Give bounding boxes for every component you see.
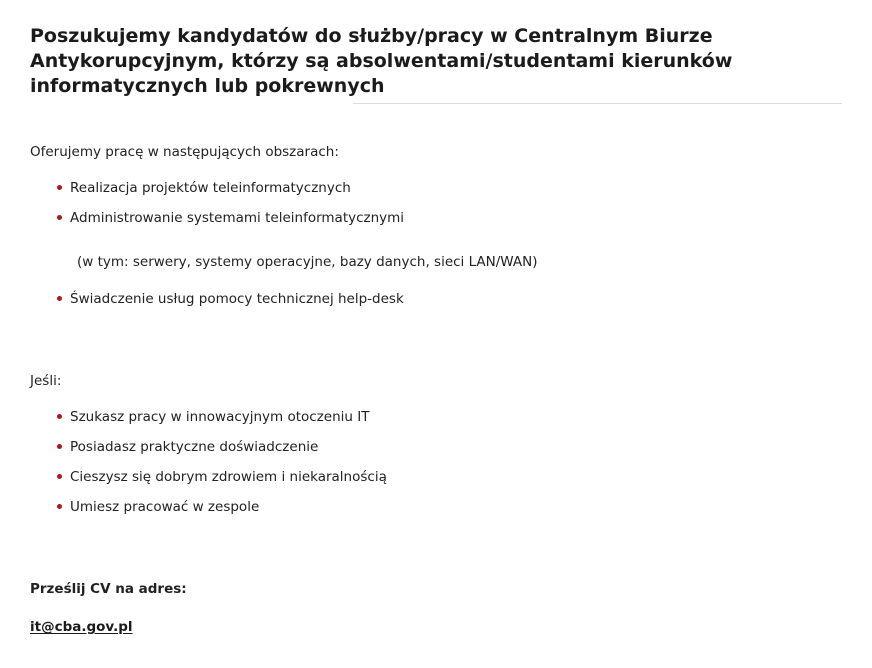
bullet-icon [57,296,62,301]
requirement-item-label: Szukasz pracy w innowacyjnym otoczeniu IT [70,409,370,425]
offer-item-label: Świadczenie usług pomocy technicznej help-desk [70,291,404,307]
email-link[interactable]: it@cba.gov.pl [30,619,133,635]
bullet-icon [57,474,62,479]
offer-item [57,209,404,227]
requirement-item [57,498,259,516]
bullet-icon [57,185,62,190]
requirement-item [57,438,318,456]
requirement-item-label: Umiesz pracować w zespole [70,499,260,515]
requirement-item-label: Cieszysz się dobrym zdrowiem i niekaralnością [70,469,387,485]
offer-item-label: Realizacja projektów teleinformatycznych [70,180,351,196]
bullet-icon [57,414,62,419]
job-posting [30,0,842,668]
bullet-icon [57,444,62,449]
requirement-item [57,468,387,486]
requirement-item [57,408,370,426]
bullet-icon [57,215,62,220]
requirements-intro: Jeśli: [30,373,62,389]
bullet-icon [57,504,62,509]
contact-label: Prześlij CV na adres: [30,581,187,597]
offer-item-label: Administrowanie systemami teleinformatycznymi [70,210,405,226]
offer-item [57,179,351,197]
divider [353,103,842,104]
offer-intro: Oferujemy pracę w następujących obszarach: [30,144,339,160]
page-title: Poszukujemy kandydatów do służby/pracy w Centralnym Biurze Antykorupcyjnym, którzy są absolwentami/studentami kierunków informatycznych lub pokrewnych [30,25,733,97]
offer-note: (w tym: serwery, systemy operacyjne, bazy danych, sieci LAN/WAN) [77,254,538,270]
offer-item [57,290,404,308]
requirement-item-label: Posiadasz praktyczne doświadczenie [70,439,319,455]
